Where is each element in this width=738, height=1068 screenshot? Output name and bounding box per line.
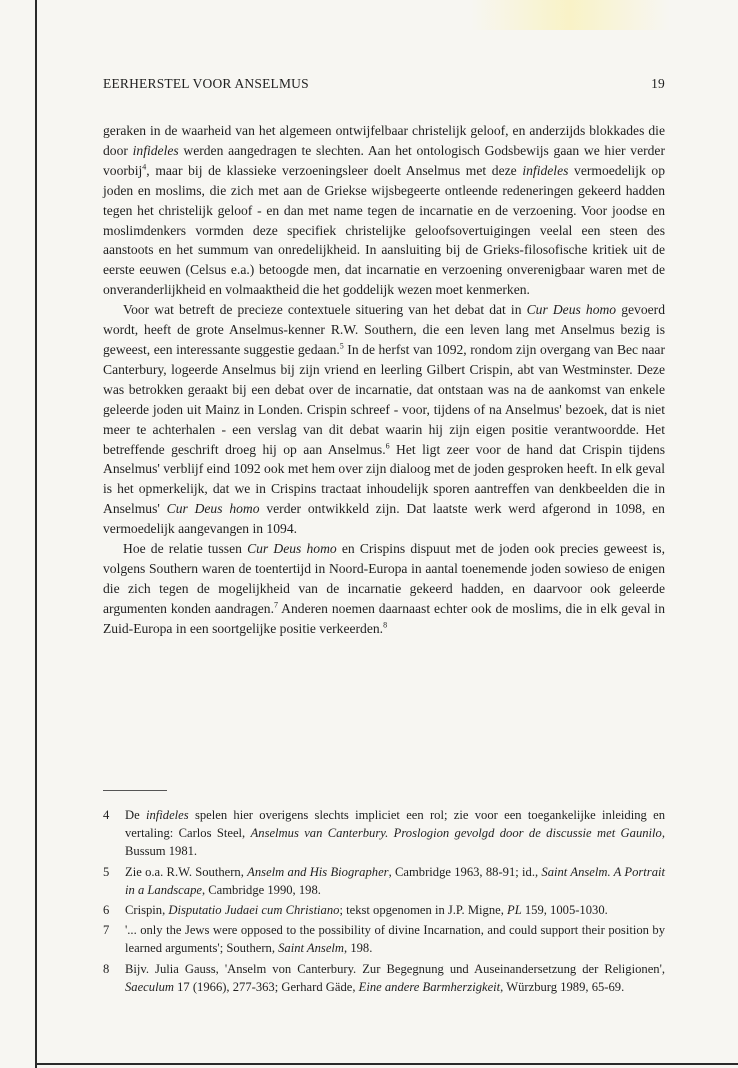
footnote-text [125, 960, 665, 996]
footnote-ref[interactable]: 8 [383, 620, 388, 630]
text-run: Anderen noemen daarnaast echter ook de moslims, die in elk geval in Zuid-Europa in een soortgelijke positie verkeerden. [103, 600, 665, 636]
text-run: , Würzburg 1989, 65-69. [500, 979, 625, 994]
footnote-6 [103, 901, 665, 919]
text-run: '... only the Jews were opposed to the possibility of divine Incarnation, and could support their position by learned arguments'; Southern, [125, 923, 665, 956]
footnote-4 [103, 806, 665, 861]
italic-term: infideles [132, 142, 179, 158]
text-run: , Bussum 1981. [125, 826, 665, 859]
text-run: werden aangedragen te slechten. Aan het ontologisch Godsbewijs gaan we hier verder voorbij [103, 142, 665, 178]
italic-title: Eine andere Barmherzigkeit [358, 979, 501, 994]
running-head [103, 76, 665, 92]
footnote-text [125, 806, 665, 861]
text-run: gevoerd wordt, heeft de grote Anselmus-kenner R.W. Southern, die een leven lang met Anselmus bezig is geweest, een interessante suggestie gedaan. [103, 302, 665, 357]
footnote-ref[interactable]: 7 [274, 600, 278, 610]
text-run: 17 (1966), 277-363; Gerhard Gäde, [173, 979, 359, 994]
text-run: en Crispins dispuut met de joden ook precies geweest is, volgens Southern waren de toentertijd in Noord-Europa in aantal toenemende joden sowieso de enigen die zich tegen de mogelijkheid van de incarnatie gekeerd hadden, en daarvoor ook geleerde argumenten konden aandragen. [103, 541, 665, 616]
running-title: EERHERSTEL VOOR ANSELMUS [103, 76, 309, 91]
body-text [103, 121, 665, 639]
footnote-8 [103, 960, 665, 996]
text-run: 159, 1005-1030. [521, 903, 608, 918]
text-run: Crispin, [125, 903, 169, 918]
footnote-7 [103, 921, 665, 957]
text-run: verder ontwikkeld zijn. Dat laatste werk werd afgerond in 1098, en vermoedelijk aangevangen in 1094. [103, 501, 665, 537]
italic-title: Saeculum [125, 979, 174, 994]
italic-term: infideles [522, 162, 569, 178]
text-run: , Cambridge 1990, 198. [201, 882, 321, 897]
footnote-text [125, 901, 665, 919]
footnote-separator [103, 790, 167, 791]
italic-title: Saint Anselm. A Portrait in a Landscape [125, 864, 665, 897]
italic-title: Cur Deus homo [166, 501, 260, 517]
page-left-edge [35, 0, 37, 1068]
paragraph-2 [103, 300, 665, 539]
text-run: In de herfst van 1092, rondom zijn overgang van Bec naar Canterbury, logeerde Anselmus bij zijn vriend en leerling Gilbert Crispin, abt van Westminster. Deze was betrokken geraakt bij een debat over de incarnatie, dat ontstaan was na de aankomst van enkele geleerde joden uit Mainz in Londen. Crispin schreef - voor, tijdens of na Anselmus' bezoek, dat is niet meer te achterhalen - een verslag van dit debat waarin hij zijn eigen positie verantwoordde. Het betreffende geschrift droeg hij op aan Anselmus. [103, 341, 665, 457]
page-number: 19 [651, 76, 665, 91]
text-run: geraken in de waarheid van het algemeen ontwijfelbaar christelijk geloof, en anderzijds blokkades die door [103, 123, 665, 158]
footnote-number: 8 [103, 961, 110, 976]
footnote-number: 4 [103, 808, 110, 822]
text-run: Hoe de relatie tussen [123, 541, 248, 557]
italic-title: Saint Anselm [278, 941, 345, 956]
footnote-ref[interactable]: 6 [385, 440, 390, 450]
text-run: , Cambridge 1963, 88-91; id., [388, 864, 542, 879]
italic-title: Disputatio Judaei cum Christiano [168, 903, 340, 918]
text-run: , 198. [344, 941, 373, 956]
footnotes [103, 806, 665, 998]
text-run: spelen hier overigens slechts impliciet een rol; zie voor een toegankelijke inleiding en vertaling: Carlos Steel, [125, 808, 665, 841]
page-bottom-edge [35, 1063, 738, 1065]
text-run: Zie o.a. R.W. Southern, [125, 864, 248, 879]
italic-title: Anselmus van Canterbury. Proslogion gevolgd door de discussie met Gaunilo [250, 826, 662, 841]
footnote-number: 5 [103, 864, 110, 879]
paragraph-3 [103, 539, 665, 639]
footnote-number: 6 [103, 903, 110, 918]
paragraph-1 [103, 121, 665, 300]
page-discoloration [470, 0, 670, 30]
footnote-text [125, 863, 665, 899]
footnote-5 [103, 863, 665, 899]
text-run: Het ligt zeer voor de hand dat Crispin tijdens Anselmus' verblijf eind 1092 ook met hem over zijn dialoog met de joden gesproken heeft. In elk geval is het opmerkelijk, dat we in Crispins tractaat inhoudelijk sporen aantreffen van denkbeelden die in Anselmus' [103, 441, 665, 517]
italic-title: Anselm and His Biographer [247, 864, 389, 879]
footnote-text [125, 921, 665, 957]
text-run: vermoedelijk op joden en moslims, die zich met aan de Griekse wijsbegeerte ontleende redeneringen gekeerd hadden tegen het christelijk geloof - en dan met name tegen de incarnatie en de verzoening. Voor joodse en moslimdenkers vormden deze specifiek christelijke geloofsovertuigingen veelal een steen des aanstoots en het summum van onredelijkheid. In aansluiting bij de Grieks-filosofische kritiek uit de eerste eeuwen (Celsus e.a.) betoogde men, dat incarnatie en verzoening onverenigbaar waren met de onveranderlijkheid en volmaaktheid die het goddelijk wezen moet kenmerken. [103, 162, 665, 298]
italic-title: PL [507, 903, 522, 918]
footnote-number: 7 [103, 923, 110, 938]
footnote-ref[interactable]: 4 [142, 162, 147, 172]
text-run: , maar bij de klassieke verzoeningsleer doelt Anselmus met deze [146, 162, 523, 178]
italic-term: infideles [145, 808, 189, 822]
text-run: Bijv. Julia Gauss, 'Anselm von Canterbury. Zur Begegnung und Auseinandersetzung der Religionen', [125, 961, 665, 976]
text-run: De [125, 808, 146, 822]
text-run: ; tekst opgenomen in J.P. Migne, [339, 903, 508, 918]
italic-title: Cur Deus homo [526, 302, 617, 318]
italic-title: Cur Deus homo [247, 541, 337, 557]
text-run: Voor wat betreft de precieze contextuele situering van het debat dat in [123, 302, 527, 318]
footnote-ref[interactable]: 5 [339, 341, 344, 351]
